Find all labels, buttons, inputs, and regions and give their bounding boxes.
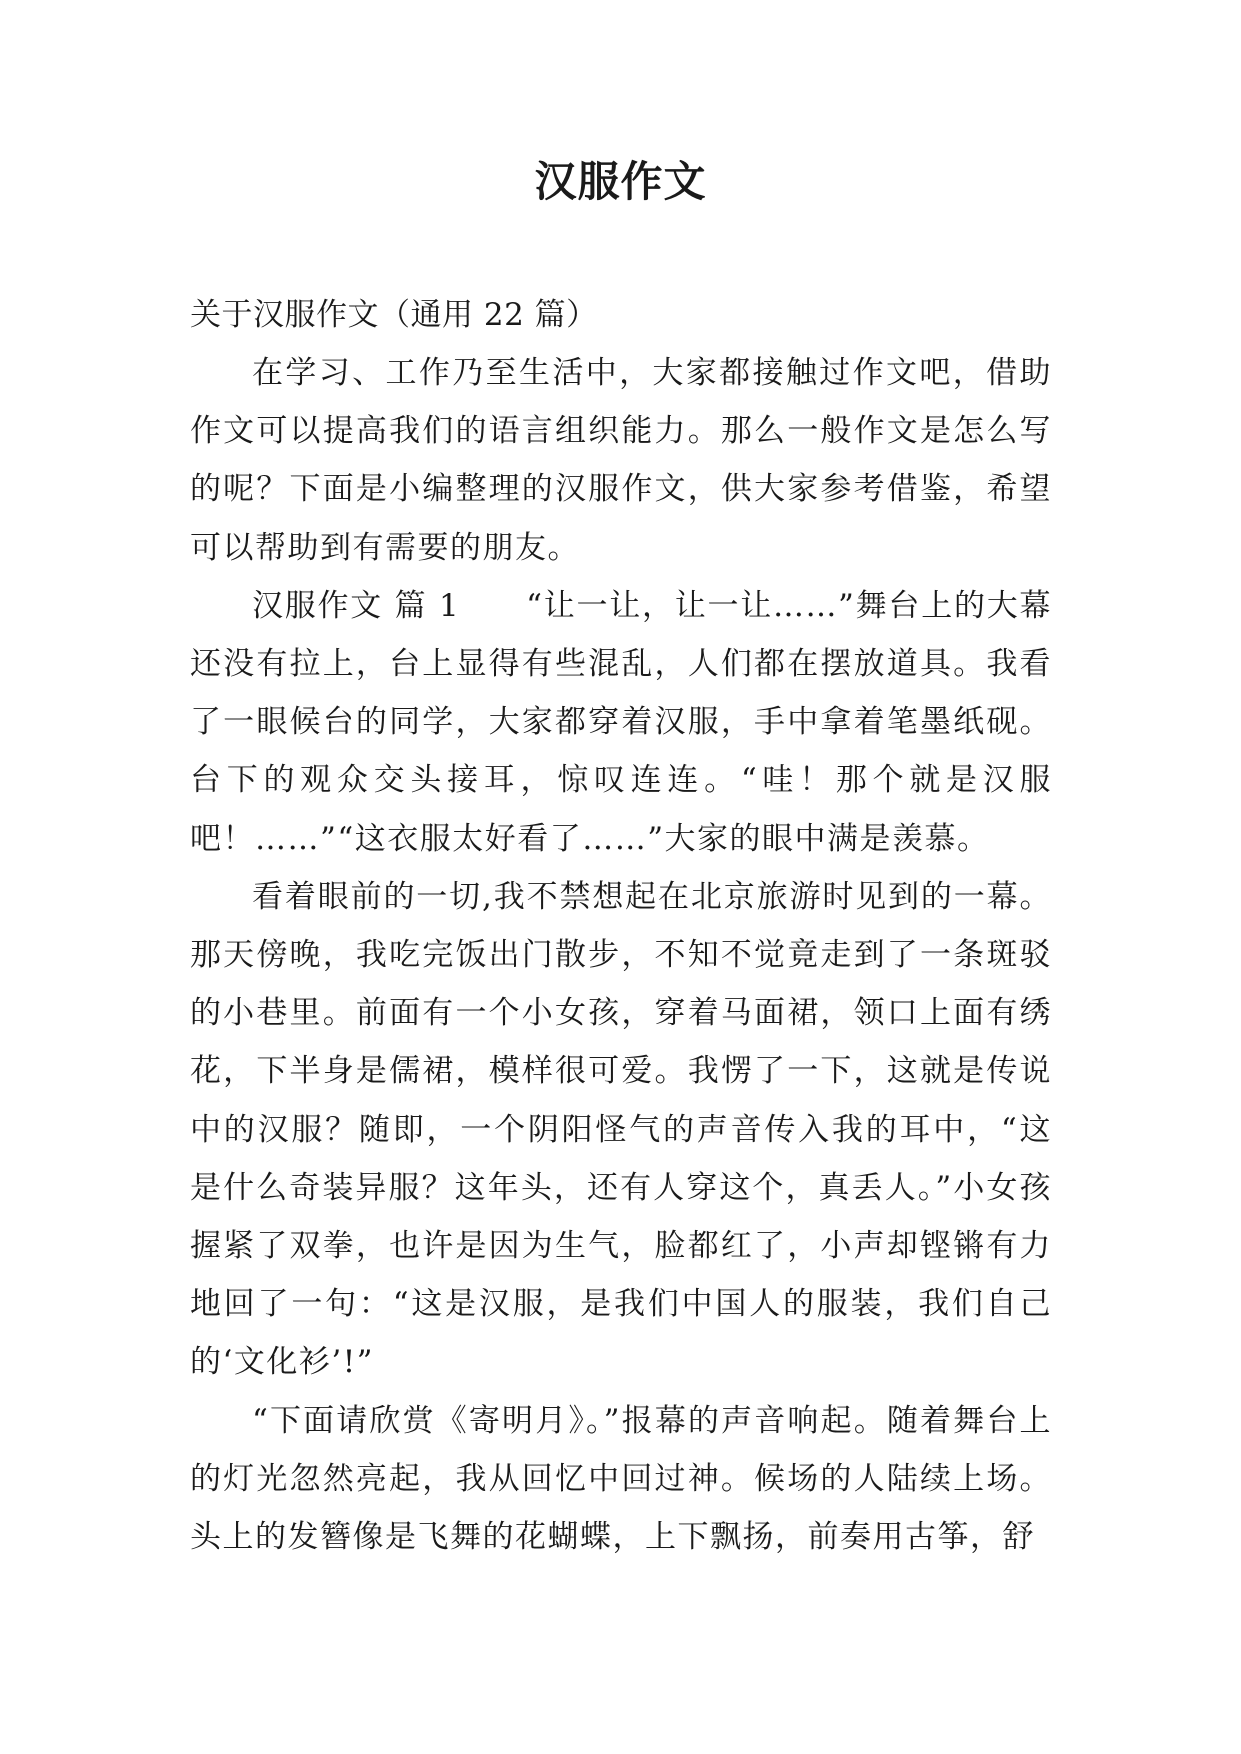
document-title: 汉服作文 bbox=[534, 157, 707, 206]
paragraph-essay-1-opening: 汉服作文 篇 1 “让一让，让一让……”舞台上的大幕还没有拉上，台上显得有些混乱，人们都在摆放道具。我看了一眼候台的同学，大家都穿着汉服，手中拿着笔墨纸砚。台下的观众交头接耳，惊叹连连。“哇！那个就是汉服吧！……”“这衣服太好看了……”大家的眼中满是羡慕。 bbox=[190, 587, 1052, 857]
paragraph-performance: “下面请欣赏《寄明月》。”报幕的声音响起。随着舞台上的灯光忽然亮起，我从回忆中回过神。候场的人陆续上场。头上的发簪像是飞舞的花蝴蝶，上下飘扬，前奏用古筝，舒 bbox=[190, 1402, 1052, 1556]
paragraph-memory: 看着眼前的一切,我不禁想起在北京旅游时见到的一幕。那天傍晚，我吃完饭出门散步，不知不觉竟走到了一条斑驳的小巷里。前面有一个小女孩，穿着马面裙，领口上面有绣花，下半身是儒裙，模样很可爱。我愣了一下，这就是传说中的汉服？随即，一个阴阳怪气的声音传入我的耳中，“这是什么奇装异服？这年头，还有人穿这个，真丢人。”小女孩握紧了双拳，也许是因为生气，脸都红了，小声却铿锵有力地回了一句：“这是汉服，是我们中国人的服装，我们自己的‘文化衫’!” bbox=[190, 878, 1052, 1381]
document-subtitle: 关于汉服作文（通用 22 篇） bbox=[190, 297, 598, 333]
document-body bbox=[190, 286, 1052, 1566]
paragraph-intro: 在学习、工作乃至生活中，大家都接触过作文吧，借助作文可以提高我们的语言组织能力。那么一般作文是怎么写的呢？下面是小编整理的汉服作文，供大家参考借鉴，希望可以帮助到有需要的朋友。 bbox=[190, 355, 1052, 566]
